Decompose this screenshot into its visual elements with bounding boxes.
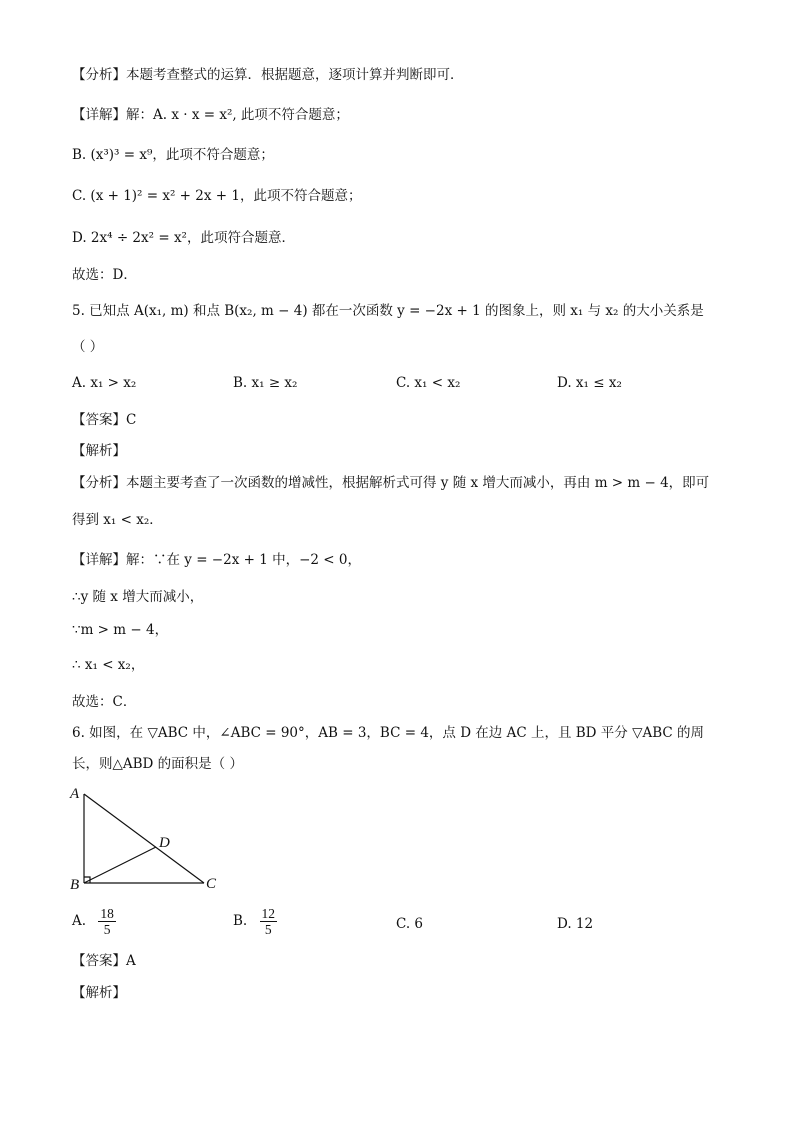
- triangle-figure: [66, 782, 236, 897]
- q6-option-b-num: 12: [261, 906, 276, 921]
- label-c: C: [206, 876, 217, 892]
- q6-option-b-letter: B.: [233, 913, 248, 929]
- q6-option-b-fraction: [260, 906, 278, 937]
- detail-line-d: D. 2x⁴ ÷ 2x² = x²，此项符合题意．: [72, 230, 295, 246]
- q6-option-a-letter: A.: [72, 913, 87, 929]
- label-a: A: [70, 786, 80, 802]
- q6-option-a-num: 18: [100, 906, 114, 921]
- q6-answer: 【答案】A: [72, 953, 136, 969]
- q5-detail-1: 【详解】解：∵在 y = −2x + 1 中，−2 < 0，: [72, 552, 361, 568]
- q5-jiexi: 【解析】: [72, 443, 126, 459]
- q5-option-d: D. x₁ ≤ x₂: [557, 375, 622, 391]
- q5-analysis-2: 得到 x₁ < x₂．: [72, 512, 163, 528]
- q6-option-b-den: 5: [264, 922, 272, 937]
- label-d: D: [159, 835, 170, 851]
- q5-answer: 【答案】C: [72, 412, 137, 428]
- q5-analysis-1: 【分析】本题主要考查了一次函数的增减性，根据解析式可得 y 随 x 增大而减小，再由 m > m − 4，即可: [72, 475, 710, 491]
- label-b: B: [70, 877, 80, 893]
- q6-jiexi: 【解析】: [72, 985, 126, 1001]
- q5-detail-3: ∵m > m − 4，: [72, 622, 169, 638]
- q5-option-a: A. x₁ > x₂: [72, 375, 137, 391]
- q6-option-a: [72, 906, 116, 937]
- q6-option-a-den: 5: [103, 922, 111, 937]
- analysis-text: 【分析】本题考查整式的运算．根据题意，逐项计算并判断即可．: [72, 67, 464, 83]
- q5-paren: （ ）: [72, 339, 104, 355]
- q5-detail-2: ∴y 随 x 增大而减小，: [72, 589, 204, 605]
- q6-option-b: [233, 906, 277, 937]
- q6-option-a-fraction: [98, 906, 116, 937]
- detail-line-a: 【详解】解：A. x · x = x², 此项不符合题意；: [72, 107, 349, 123]
- detail-line-b: B. (x³)³ = x⁹，此项不符合题意；: [72, 147, 274, 163]
- q5-choose: 故选：C．: [72, 694, 137, 710]
- q6-stem-2: 长，则△ABD 的面积是（ ）: [72, 756, 243, 772]
- q5-option-b: B. x₁ ≥ x₂: [233, 375, 298, 391]
- q5-option-c: C. x₁ < x₂: [396, 375, 461, 391]
- q5-detail-4: ∴ x₁ < x₂，: [72, 657, 145, 673]
- choose-line: 故选：D．: [72, 267, 137, 283]
- q5-stem: 5. 已知点 A(x₁, m) 和点 B(x₂, m − 4) 都在一次函数 y = −2x + 1 的图象上，则 x₁ 与 x₂ 的大小关系是: [72, 303, 704, 319]
- q6-stem-1: 6. 如图，在 ▽ABC 中，∠ABC = 90°，AB = 3，BC = 4，点 D 在边 AC 上，且 BD 平分 ▽ABC 的周: [72, 725, 705, 741]
- q6-option-c: C. 6: [396, 916, 424, 932]
- detail-line-c: C. (x + 1)² = x² + 2x + 1，此项不符合题意；: [72, 188, 362, 204]
- q6-option-d: D. 12: [557, 916, 594, 932]
